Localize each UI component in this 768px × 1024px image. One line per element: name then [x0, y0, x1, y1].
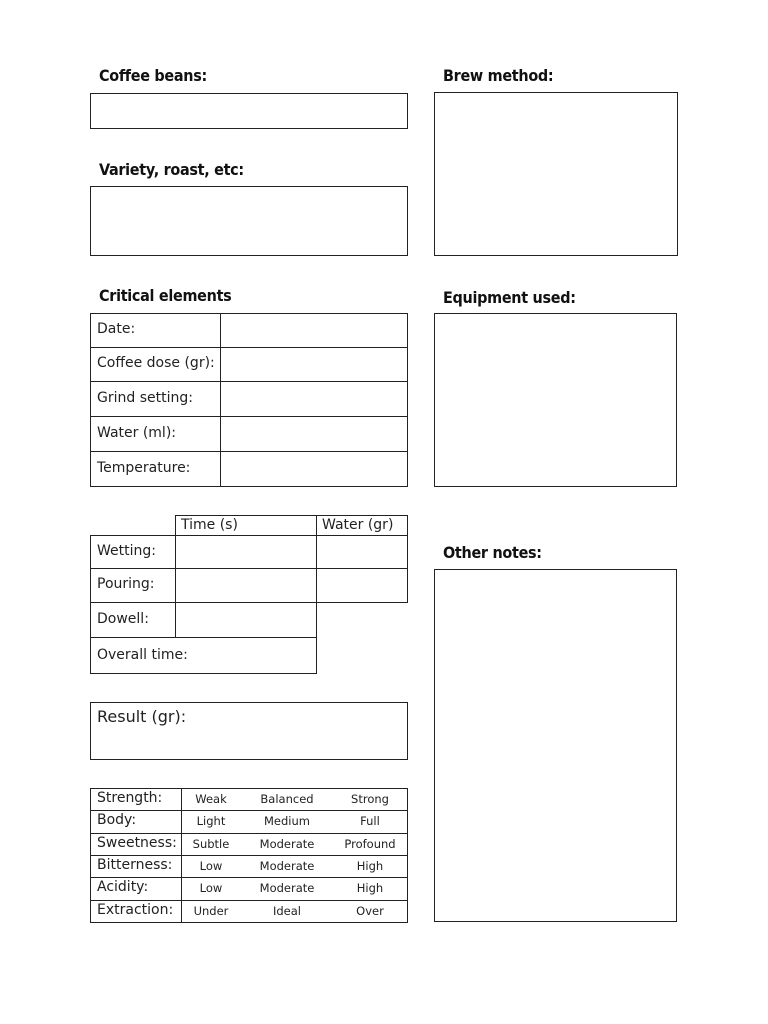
taste-option[interactable]: Low — [199, 859, 223, 873]
brew-timing-table — [90, 515, 408, 675]
taste-option[interactable]: Profound — [344, 837, 396, 851]
taste-row-label-cell — [90, 855, 182, 878]
table-row-label-cell — [90, 568, 176, 603]
wetting-label: Wetting: — [97, 543, 156, 559]
table-row-label-cell — [90, 347, 221, 382]
critical-elements-table — [90, 313, 408, 487]
taste-label: Strength: — [97, 790, 163, 806]
critical-label-dose: Coffee dose (gr): — [97, 355, 215, 371]
dowell-label: Dowell: — [97, 611, 149, 627]
table-row-label-cell — [90, 535, 176, 569]
coffee-beans-heading: Coffee beans: — [99, 66, 207, 85]
taste-option[interactable]: Balanced — [260, 792, 314, 806]
grind-setting-field[interactable] — [220, 381, 408, 417]
brew-method-field[interactable] — [434, 92, 678, 256]
other-notes-field[interactable] — [434, 569, 677, 922]
taste-row-label-cell — [90, 877, 182, 901]
critical-elements-heading: Critical elements — [99, 286, 232, 305]
taste-label: Bitterness: — [97, 857, 173, 873]
taste-label: Sweetness: — [97, 835, 177, 851]
taste-option[interactable]: Moderate — [259, 837, 315, 851]
col-time-label: Time (s) — [181, 517, 238, 533]
equipment-field[interactable] — [434, 313, 677, 487]
taste-option[interactable]: Strong — [351, 792, 389, 806]
taste-label: Acidity: — [97, 879, 149, 895]
taste-label: Body: — [97, 812, 137, 828]
coffee-beans-field[interactable] — [90, 93, 408, 129]
result-label: Result (gr): — [97, 707, 187, 726]
coffee-dose-field[interactable] — [220, 347, 408, 382]
table-row-label-cell — [90, 313, 221, 348]
taste-option[interactable]: Light — [196, 814, 226, 828]
taste-row-label-cell — [90, 788, 182, 811]
wetting-time-field[interactable] — [175, 535, 317, 569]
result-field[interactable] — [90, 702, 408, 760]
critical-label-date: Date: — [97, 321, 136, 337]
brew-method-heading: Brew method: — [443, 66, 554, 85]
table-row-label-cell — [90, 381, 221, 417]
taste-row-label-cell — [90, 810, 182, 834]
taste-option[interactable]: Weak — [195, 792, 227, 806]
variety-heading: Variety, roast, etc: — [99, 160, 244, 179]
col-water-label: Water (gr) — [322, 517, 394, 533]
taste-option[interactable]: Subtle — [192, 837, 230, 851]
variety-field[interactable] — [90, 186, 408, 256]
taste-option[interactable]: High — [356, 859, 384, 873]
equipment-heading: Equipment used: — [443, 288, 576, 307]
column-header-water — [316, 515, 408, 536]
taste-option[interactable]: Full — [360, 814, 380, 828]
critical-label-temperature: Temperature: — [97, 460, 191, 476]
pouring-time-field[interactable] — [175, 568, 317, 603]
other-notes-heading: Other notes: — [443, 543, 542, 562]
taste-row-label-cell — [90, 900, 182, 923]
taste-option[interactable]: Ideal — [272, 904, 301, 918]
taste-option[interactable]: Over — [356, 904, 384, 918]
taste-label: Extraction: — [97, 902, 174, 918]
water-ml-field[interactable] — [220, 416, 408, 452]
taste-option[interactable]: High — [356, 881, 384, 895]
taste-table — [90, 788, 408, 922]
date-field[interactable] — [220, 313, 408, 348]
taste-row-label-cell — [90, 833, 182, 856]
pouring-water-field[interactable] — [316, 568, 408, 603]
overall-time-field[interactable] — [90, 637, 317, 674]
table-row-label-cell — [90, 451, 221, 487]
wetting-water-field[interactable] — [316, 535, 408, 569]
temperature-field[interactable] — [220, 451, 408, 487]
taste-option[interactable]: Moderate — [259, 881, 315, 895]
taste-option[interactable]: Medium — [264, 814, 310, 828]
table-row-label-cell — [90, 416, 221, 452]
critical-label-grind: Grind setting: — [97, 390, 193, 406]
column-header-time — [175, 515, 317, 536]
dowell-time-field[interactable] — [175, 602, 317, 638]
taste-option[interactable]: Low — [199, 881, 223, 895]
table-row-label-cell — [90, 602, 176, 638]
pouring-label: Pouring: — [97, 576, 155, 592]
taste-option[interactable]: Moderate — [259, 859, 315, 873]
taste-option[interactable]: Under — [193, 904, 229, 918]
critical-label-water: Water (ml): — [97, 425, 177, 441]
overall-time-label: Overall time: — [97, 647, 188, 663]
